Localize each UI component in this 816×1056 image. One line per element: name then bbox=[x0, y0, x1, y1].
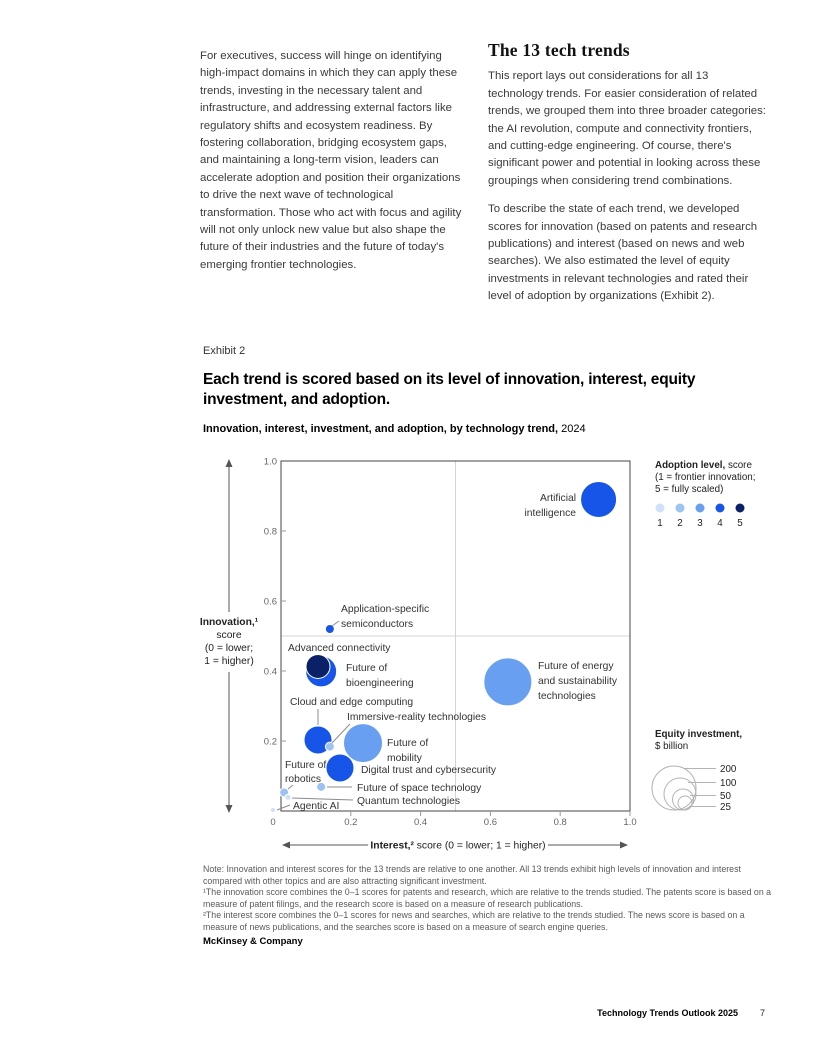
section-heading: The 13 tech trends bbox=[488, 40, 630, 60]
adoption-swatch-label: 3 bbox=[697, 518, 703, 529]
bubble-label: Agentic AI bbox=[293, 801, 340, 812]
exhibit-subtitle-year: 2024 bbox=[558, 423, 586, 435]
x-tick-label: 0 bbox=[270, 817, 276, 828]
intro-right-paragraph-2: To describe the state of each trend, we developed scores for innovation (based on patents and research publications) and interest (based on news and web searches). We also estimated the level of equity investments in relevant technologies and rated their level of adoption by organizations (Exhibit 2). bbox=[488, 203, 758, 303]
equity-value-label: 100 bbox=[720, 778, 737, 789]
chart-bubble bbox=[326, 754, 354, 782]
bubble-label: bioengineering bbox=[346, 678, 414, 689]
brand-signature: McKinsey & Company bbox=[203, 936, 303, 947]
footnote-2: ²The interest score combines the 0–1 scores for news and searches, which are relative to the trends studied. The news score is based on a measure of news publications, and the searches score is based on a measure of search engine queries. bbox=[203, 910, 745, 932]
adoption-swatch-label: 4 bbox=[717, 518, 723, 529]
exhibit-subtitle-bold: Innovation, interest, investment, and adoption, by technology trend, bbox=[203, 423, 559, 435]
chart-bubble bbox=[484, 658, 532, 706]
adoption-swatch bbox=[696, 504, 705, 513]
footnotes bbox=[203, 864, 777, 933]
bubble-label: mobility bbox=[387, 753, 422, 764]
equity-value-label: 25 bbox=[720, 802, 731, 813]
bubble-leader-line bbox=[332, 621, 339, 626]
x-tick-label: 0.4 bbox=[413, 817, 428, 828]
y-tick-label: 0.2 bbox=[263, 736, 277, 748]
y-tick-label: 0.6 bbox=[263, 596, 277, 608]
y-tick-label: 0.4 bbox=[263, 666, 277, 678]
intro-right-paragraph-1: This report lays out considerations for all 13 technology trends. For easier consideration of related trends, we grouped them into three broader categories: the AI revolution, compute and connectivity frontiers, and cutting-edge engineering. Of course, there's significant power and potential in looking across these groupings when considering trend combinations. bbox=[488, 70, 766, 187]
bubble-label: Advanced connectivity bbox=[288, 643, 391, 654]
chart-bubble bbox=[344, 724, 383, 763]
footnote-1: ¹The innovation score combines the 0–1 scores for patents and research, which are relative to the trends studied. The patents score is based on a measure of patent filings, and the research score is based on a measure of research publications. bbox=[203, 887, 772, 909]
intro-left-paragraph: For executives, success will hinge on identifying high-impact domains in which they can apply these trends, investing in the necessary talent and infrastructure, and addressing external factors like regulatory shifts and ecosystem readiness. By fostering collaboration, bridging ecosystem gaps, and maintaining a long-term vision, leaders can accelerate adoption and position their organizations to drive the next wave of technological transformation. Those who act with focus and agility will not only unlock new value but also shape the future of their industries and the future of today's emerging frontier technologies. bbox=[200, 50, 462, 271]
bubble-label: technologies bbox=[538, 691, 596, 702]
intro-left-column bbox=[200, 48, 466, 274]
bubble-label: Cloud and edge computing bbox=[290, 697, 414, 708]
intro-right-column bbox=[488, 42, 766, 317]
bubble-label: Future of energy bbox=[538, 661, 614, 672]
bubble-label: intelligence bbox=[524, 508, 576, 519]
adoption-legend-subtitle: 5 = fully scaled) bbox=[655, 484, 724, 495]
adoption-legend-title: Adoption level, score bbox=[655, 460, 752, 471]
page-footer bbox=[0, 1008, 765, 1018]
exhibit-headline: Each trend is scored based on its level of innovation, interest, equity investment, and adoption. bbox=[203, 371, 696, 408]
equity-circle bbox=[652, 766, 696, 810]
chart-bubble bbox=[325, 742, 334, 751]
adoption-swatch bbox=[656, 504, 665, 513]
bubble-chart bbox=[0, 440, 816, 866]
chart-bubble bbox=[285, 794, 291, 800]
x-tick-label: 0.2 bbox=[344, 817, 358, 828]
equity-legend-subtitle: $ billion bbox=[655, 741, 689, 752]
bubble-leader-line bbox=[288, 785, 293, 789]
adoption-swatch bbox=[676, 504, 685, 513]
y-axis-label: 1 = higher) bbox=[204, 656, 254, 667]
x-tick-label: 0.6 bbox=[483, 817, 498, 828]
chart-bubble bbox=[271, 808, 276, 813]
x-axis-arrowhead-right bbox=[620, 842, 628, 849]
y-axis-label: score bbox=[216, 630, 242, 641]
exhibit-subtitle bbox=[203, 423, 586, 435]
bubble-label: Application-specific bbox=[341, 604, 430, 615]
equity-value-label: 200 bbox=[720, 764, 737, 775]
bubble-label: Future of space technology bbox=[357, 783, 482, 794]
bubble-leader-line bbox=[277, 805, 290, 810]
adoption-swatch bbox=[716, 504, 725, 513]
bubble-label: semiconductors bbox=[341, 619, 414, 630]
bubble-label: Immersive-reality technologies bbox=[347, 712, 487, 723]
adoption-swatch bbox=[736, 504, 745, 513]
x-axis-label: Interest,² score (0 = lower; 1 = higher) bbox=[370, 840, 546, 852]
chart-bubble bbox=[306, 654, 330, 678]
y-axis-label: (0 = lower; bbox=[204, 643, 254, 654]
bubble-label: Digital trust and cybersecurity bbox=[361, 765, 497, 776]
bubble-label: Quantum technologies bbox=[357, 796, 461, 807]
footer-report-title: Technology Trends Outlook 2025 bbox=[597, 1008, 738, 1018]
bubble-label: Future of bbox=[346, 663, 388, 674]
bubble-label: Artificial bbox=[539, 493, 576, 504]
y-axis-arrowhead-up bbox=[226, 459, 233, 467]
adoption-swatch-label: 1 bbox=[657, 518, 663, 529]
bubble-label: and sustainability bbox=[538, 676, 617, 687]
x-axis-arrowhead-left bbox=[282, 842, 290, 849]
y-axis-arrowhead-down bbox=[226, 805, 233, 813]
exhibit-eyebrow: Exhibit 2 bbox=[203, 345, 246, 357]
equity-legend-title: Equity investment, bbox=[655, 729, 743, 740]
adoption-legend-subtitle: (1 = frontier innovation; bbox=[655, 472, 756, 483]
bubble-label: Future of bbox=[285, 760, 327, 771]
bubble-leader-line bbox=[292, 798, 353, 800]
y-axis-label: Innovation,¹ bbox=[199, 617, 259, 628]
footnote-note: Note: Innovation and interest scores for the 13 trends are relative to one another. All 13 trends exhibit high levels of innovation and interest compared with other topics and are also attracting significant investment. bbox=[203, 864, 741, 886]
adoption-swatch-label: 5 bbox=[737, 518, 743, 529]
y-tick-label: 1.0 bbox=[263, 456, 277, 468]
equity-value-label: 50 bbox=[720, 791, 731, 802]
chart-bubble bbox=[581, 482, 617, 518]
x-tick-label: 1.0 bbox=[623, 817, 637, 828]
bubble-label: Future of bbox=[387, 738, 429, 749]
bubble-label: robotics bbox=[285, 774, 322, 785]
x-tick-label: 0.8 bbox=[553, 817, 567, 828]
bubble-chart-svg bbox=[0, 440, 816, 866]
footer-page-number: 7 bbox=[759, 1008, 765, 1018]
adoption-swatch-label: 2 bbox=[677, 518, 683, 529]
y-tick-label: 0.8 bbox=[263, 526, 277, 538]
